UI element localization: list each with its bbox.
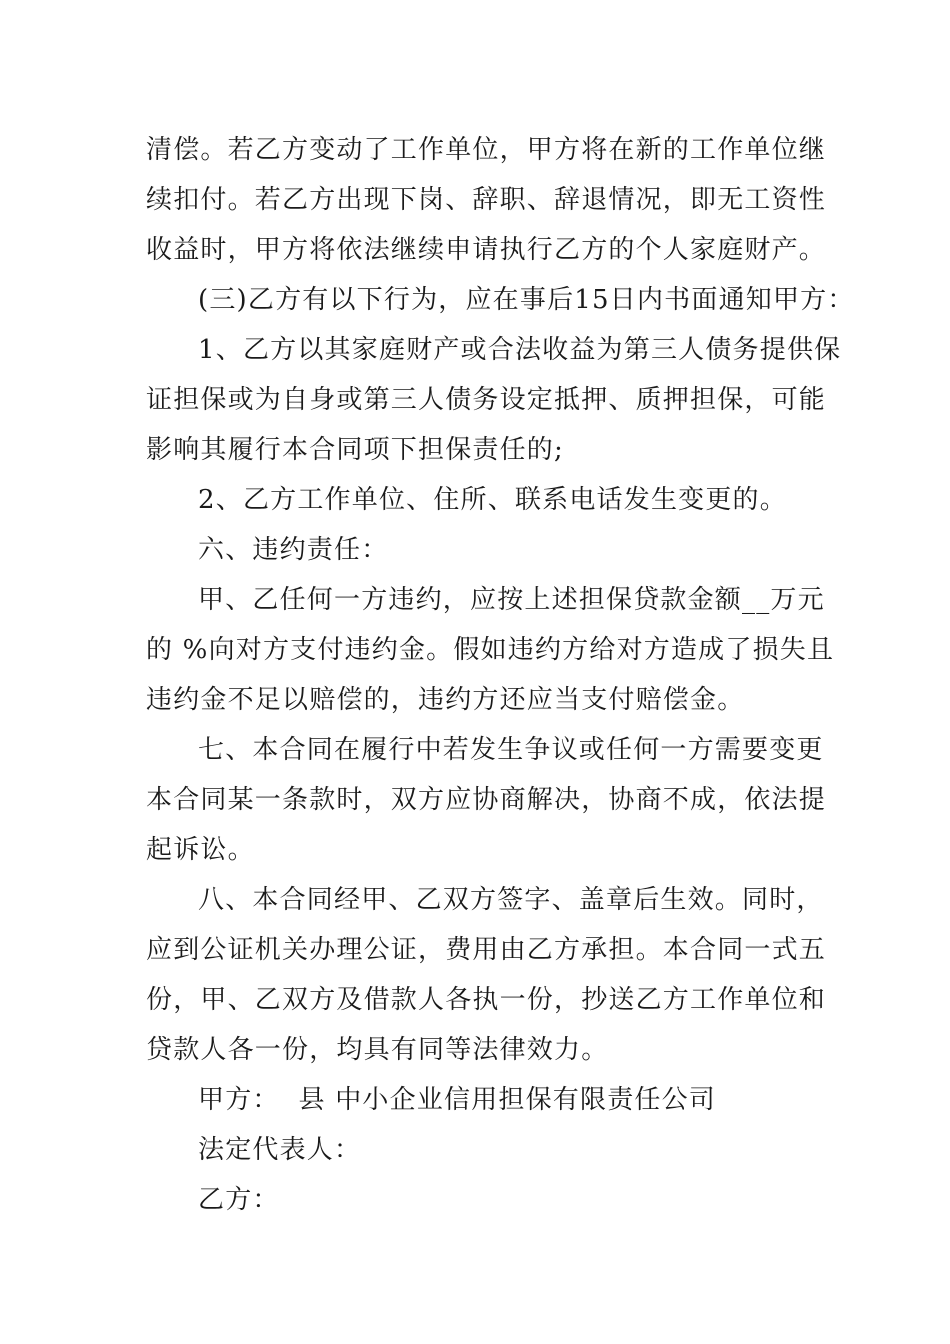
text-line: 续扣付。若乙方出现下岗、辞职、辞退情况，即无工资性 <box>146 185 827 215</box>
text-line: (三)乙方有以下行为，应在事后15日内书面通知甲方： <box>198 285 855 315</box>
text-line: 2、乙方工作单位、住所、联系电话发生变更的。 <box>198 485 787 515</box>
legal-representative-line: 法定代表人： <box>198 1135 362 1165</box>
text-line: 贷款人各一份，均具有同等法律效力。 <box>146 1035 609 1065</box>
text-line: 证担保或为自身或第三人债务设定抵押、质押担保，可能 <box>146 385 827 415</box>
text-line: 份，甲、乙双方及借款人各执一份，抄送乙方工作单位和 <box>146 985 827 1015</box>
text-line: 影响其履行本合同项下担保责任的; <box>146 435 564 465</box>
text-line: 本合同某一条款时，双方应协商解决，协商不成，依法提 <box>146 785 827 815</box>
text-line: 起诉讼。 <box>146 835 255 865</box>
text-line: 违约金不足以赔偿的，违约方还应当支付赔偿金。 <box>146 685 745 715</box>
text-line: 甲、乙任何一方违约，应按上述担保贷款金额__万元 <box>198 585 825 615</box>
party-a-line: 甲方： 县 中小企业信用担保有限责任公司 <box>198 1085 716 1115</box>
text-line: 应到公证机关办理公证，费用由乙方承担。本合同一式五 <box>146 935 827 965</box>
text-line: 八、本合同经甲、乙双方签字、盖章后生效。同时， <box>198 885 824 915</box>
section-heading: 六、违约责任： <box>198 535 389 565</box>
text-line: 七、本合同在履行中若发生争议或任何一方需要变更 <box>198 735 824 765</box>
text-line: 清偿。若乙方变动了工作单位，甲方将在新的工作单位继 <box>146 135 827 165</box>
text-line: 1、乙方以其家庭财产或合法收益为第三人债务提供保 <box>198 335 842 365</box>
text-line: 的 %向对方支付违约金。假如违约方给对方造成了损失且 <box>146 635 835 665</box>
text-line: 收益时，甲方将依法继续申请执行乙方的个人家庭财产。 <box>146 235 827 265</box>
party-b-line: 乙方： <box>198 1185 280 1215</box>
